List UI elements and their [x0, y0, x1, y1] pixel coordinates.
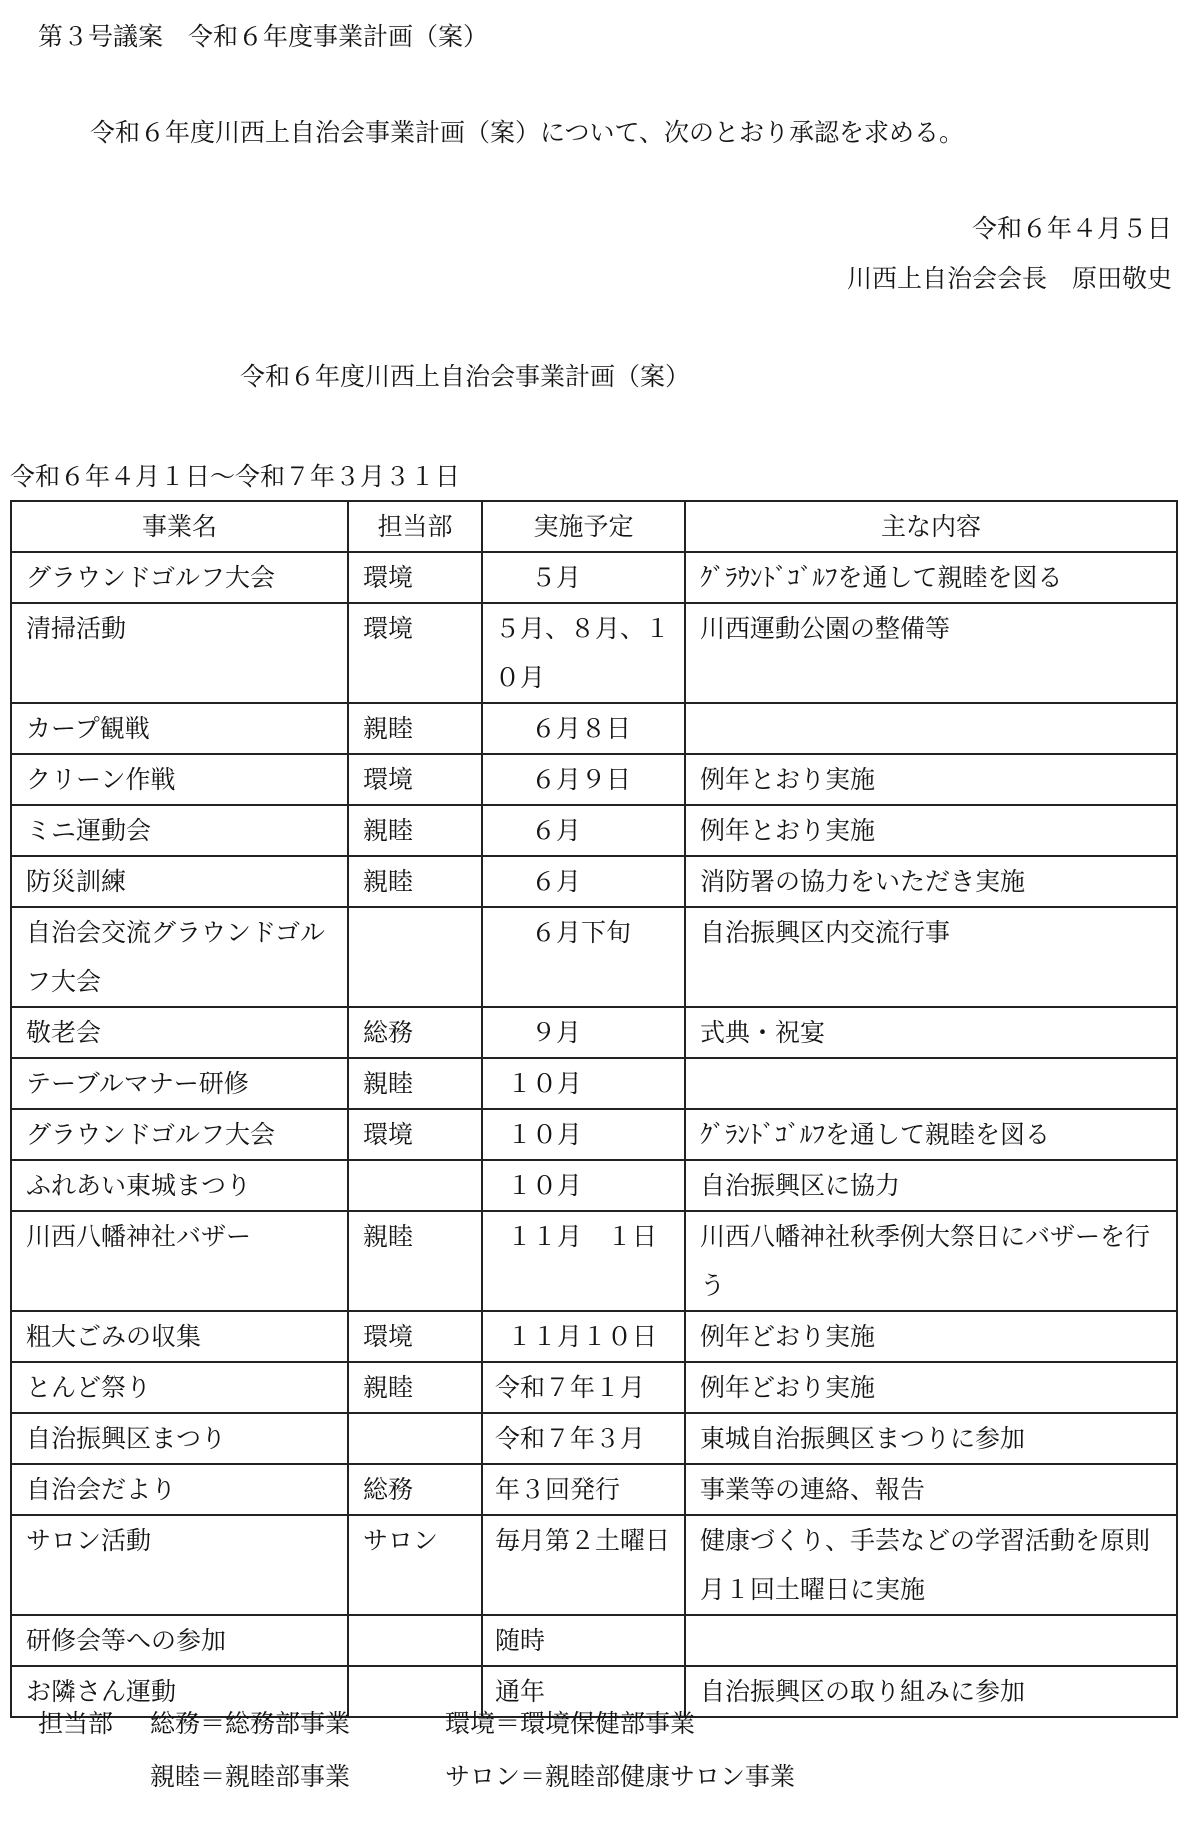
cell-schedule: [482, 552, 685, 603]
legend-salon: サロン＝親睦部健康サロン事業: [445, 1762, 796, 1791]
cell-schedule: 随時: [482, 1615, 685, 1666]
cell-dept: 親睦: [348, 1058, 482, 1109]
cell-name: 粗大ごみの収集: [11, 1311, 348, 1362]
table-row: [11, 1515, 1177, 1615]
table-header-row: [11, 501, 1177, 552]
cell-dept: 親睦: [348, 1211, 482, 1311]
cell-name: カープ観戦: [11, 703, 348, 754]
cell-content: 例年とおり実施: [685, 754, 1177, 805]
cell-dept: [348, 1160, 482, 1211]
cell-content: 自治振興区の取り組みに参加: [685, 1666, 1177, 1717]
cell-dept: サロン: [348, 1515, 482, 1615]
cell-schedule: [482, 1311, 685, 1362]
cell-content: 東城自治振興区まつりに参加: [685, 1413, 1177, 1464]
schedule-text: １０月: [507, 1171, 583, 1200]
cell-name: クリーン作戦: [11, 754, 348, 805]
cell-schedule: 毎月第２土曜日: [482, 1515, 685, 1615]
cell-schedule: [482, 1058, 685, 1109]
plan-title: 令和６年度川西上自治会事業計画（案）: [240, 362, 691, 391]
header-content: 主な内容: [685, 501, 1177, 552]
cell-name: 敬老会: [11, 1007, 348, 1058]
cell-content: 自治振興区内交流行事: [685, 907, 1177, 1007]
intro-text: 令和６年度川西上自治会事業計画（案）について、次のとおり承認を求める。: [90, 118, 965, 147]
cell-schedule: [482, 754, 685, 805]
table-row: [11, 1058, 1177, 1109]
cell-name: 研修会等への参加: [11, 1615, 348, 1666]
cell-dept: [348, 1615, 482, 1666]
schedule-text: ６月下旬: [531, 918, 632, 947]
cell-schedule: 令和７年１月: [482, 1362, 685, 1413]
cell-content: 事業等の連絡、報告: [685, 1464, 1177, 1515]
cell-dept: [348, 1413, 482, 1464]
cell-schedule: [482, 1109, 685, 1160]
table-row: [11, 1413, 1177, 1464]
cell-dept: [348, 907, 482, 1007]
cell-content: 例年どおり実施: [685, 1311, 1177, 1362]
cell-schedule: [482, 856, 685, 907]
cell-content: [685, 703, 1177, 754]
issuer-signature: 川西上自治会会長 原田敬史: [846, 264, 1172, 293]
cell-name: ふれあい東城まつり: [11, 1160, 348, 1211]
legend-shinboku: 親睦＝親睦部事業: [150, 1762, 351, 1791]
cell-content: [685, 1615, 1177, 1666]
cell-name: 防災訓練: [11, 856, 348, 907]
cell-content: 健康づくり、手芸などの学習活動を原則月１回土曜日に実施: [685, 1515, 1177, 1615]
schedule-text: ９月: [531, 1018, 582, 1047]
table-row: [11, 805, 1177, 856]
table-row: [11, 603, 1177, 703]
cell-name: 清掃活動: [11, 603, 348, 703]
document-heading: 第３号議案 令和６年度事業計画（案）: [38, 22, 489, 51]
legend-row-2: [150, 1762, 795, 1792]
cell-dept: 環境: [348, 754, 482, 805]
legend-row-1: [38, 1709, 695, 1739]
cell-dept: 環境: [348, 603, 482, 703]
table-row: [11, 1615, 1177, 1666]
cell-name: サロン活動: [11, 1515, 348, 1615]
cell-dept: 環境: [348, 552, 482, 603]
header-schedule: 実施予定: [482, 501, 685, 552]
cell-dept: 環境: [348, 1109, 482, 1160]
cell-dept: 親睦: [348, 1362, 482, 1413]
cell-name: お隣さん運動: [11, 1666, 348, 1717]
cell-schedule: [482, 805, 685, 856]
cell-content: 川西八幡神社秋季例大祭日にバザーを行う: [685, 1211, 1177, 1311]
cell-content: 式典・祝宴: [685, 1007, 1177, 1058]
header-dept: 担当部: [348, 501, 482, 552]
cell-content: 例年とおり実施: [685, 805, 1177, 856]
table-row: [11, 1007, 1177, 1058]
cell-content: 川西運動公園の整備等: [685, 603, 1177, 703]
table-row: [11, 754, 1177, 805]
issue-date: 令和６年４月５日: [971, 214, 1172, 243]
cell-content: 例年どおり実施: [685, 1362, 1177, 1413]
cell-name: 自治会交流グラウンドゴルフ大会: [11, 907, 348, 1007]
cell-content: ｸﾞﾗｳﾝﾄﾞｺﾞﾙﾌを通して親睦を図る: [685, 552, 1177, 603]
cell-name: 自治振興区まつり: [11, 1413, 348, 1464]
table-row: [11, 552, 1177, 603]
cell-content: ｸﾞﾗﾝﾄﾞｺﾞﾙﾌを通して親睦を図る: [685, 1109, 1177, 1160]
cell-content: 自治振興区に協力: [685, 1160, 1177, 1211]
table-row: [11, 703, 1177, 754]
cell-dept: 親睦: [348, 856, 482, 907]
cell-name: グラウンドゴルフ大会: [11, 552, 348, 603]
header-name: 事業名: [11, 501, 348, 552]
schedule-text: ６月８日: [531, 714, 632, 743]
schedule-text: １０月: [507, 1069, 583, 1098]
cell-dept: 親睦: [348, 805, 482, 856]
legend-somu: 総務＝総務部事業: [150, 1709, 351, 1738]
schedule-text: ５月: [531, 563, 582, 592]
cell-schedule: 年３回発行: [482, 1464, 685, 1515]
cell-name: 川西八幡神社バザー: [11, 1211, 348, 1311]
cell-schedule: [482, 907, 685, 1007]
cell-schedule: [482, 1160, 685, 1211]
table-row: [11, 1211, 1177, 1311]
cell-schedule: 令和７年３月: [482, 1413, 685, 1464]
cell-dept: 総務: [348, 1007, 482, 1058]
table-row: [11, 1109, 1177, 1160]
cell-name: テーブルマナー研修: [11, 1058, 348, 1109]
table-row: [11, 1311, 1177, 1362]
cell-name: グラウンドゴルフ大会: [11, 1109, 348, 1160]
schedule-text: ６月: [531, 867, 582, 896]
schedule-text: ６月９日: [531, 765, 632, 794]
schedule-text: ６月: [531, 816, 582, 845]
legend-label: 担当部: [38, 1709, 114, 1738]
cell-name: ミニ運動会: [11, 805, 348, 856]
cell-schedule: [482, 703, 685, 754]
cell-schedule: [482, 1007, 685, 1058]
legend-kankyo: 環境＝環境保健部事業: [445, 1709, 696, 1738]
cell-schedule: ５月、８月、１０月: [482, 603, 685, 703]
plan-period: 令和６年４月１日～令和７年３月３１日: [10, 462, 461, 491]
cell-schedule: [482, 1211, 685, 1311]
cell-dept: 総務: [348, 1464, 482, 1515]
cell-name: とんど祭り: [11, 1362, 348, 1413]
cell-schedule: 通年: [482, 1666, 685, 1717]
cell-dept: 環境: [348, 1311, 482, 1362]
cell-dept: 親睦: [348, 703, 482, 754]
schedule-text: １０月: [507, 1120, 583, 1149]
table-row: [11, 1362, 1177, 1413]
cell-name: 自治会だより: [11, 1464, 348, 1515]
table-row: [11, 1464, 1177, 1515]
table-row: [11, 1160, 1177, 1211]
plan-table: [10, 500, 1178, 1718]
table-row: [11, 856, 1177, 907]
schedule-text: １１月 １日: [507, 1222, 658, 1251]
schedule-text: １１月１０日: [507, 1322, 658, 1351]
table-row: [11, 907, 1177, 1007]
cell-content: [685, 1058, 1177, 1109]
cell-content: 消防署の協力をいただき実施: [685, 856, 1177, 907]
